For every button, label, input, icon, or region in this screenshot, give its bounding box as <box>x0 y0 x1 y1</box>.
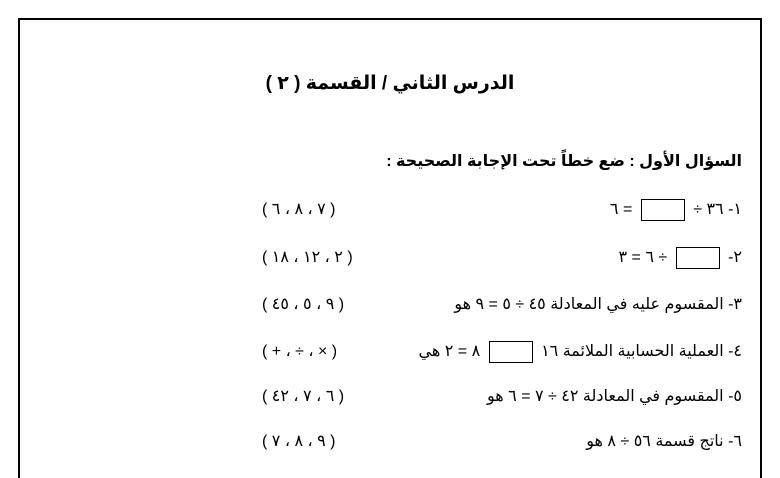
item-1-text <box>610 197 742 223</box>
item-2-text <box>619 245 742 271</box>
item-1-after: = ٦ <box>609 201 633 218</box>
item-1-answer-box[interactable] <box>641 199 685 221</box>
question-heading: السؤال الأول : ضع خطاً تحت الإجابة الصحيحة : <box>386 153 742 170</box>
item-2-before: ٢- <box>728 249 742 266</box>
item-6-before: ٦- ناتج قسمة ٥٦ ÷ ٨ هو <box>586 433 742 450</box>
item-5-options[interactable]: ( ٦ ، ٧ ، ٤٢ ) <box>262 388 345 405</box>
question-item-5 <box>0 384 780 414</box>
item-3-text <box>454 292 742 318</box>
item-4-options[interactable]: ( × ، ÷ ، + ) <box>262 343 338 360</box>
item-6-text <box>586 429 742 455</box>
item-4-text <box>419 339 742 365</box>
item-2-after: ÷ ٦ = ٣ <box>618 249 668 266</box>
item-4-answer-box[interactable] <box>489 341 533 363</box>
item-2-options[interactable]: ( ٢ ، ١٢ ، ١٨ ) <box>262 249 353 266</box>
item-3-options[interactable]: ( ٩ ، ٥ ، ٤٥ ) <box>262 296 345 313</box>
question-item-2 <box>0 245 780 275</box>
item-1-before: ١- ٣٦ ÷ <box>693 201 742 218</box>
item-5-text <box>487 384 742 410</box>
item-3-before: ٣- المقسوم عليه في المعادلة ٤٥ ÷ ٥ = ٩ هو <box>454 296 742 313</box>
lesson-title: الدرس الثاني / القسمة ( ٢ ) <box>265 73 515 94</box>
question-item-4 <box>0 339 780 369</box>
item-2-answer-box[interactable] <box>676 247 720 269</box>
question-item-3 <box>0 292 780 322</box>
item-4-after: ٨ = ٢ هي <box>418 343 481 360</box>
question-item-1 <box>0 197 780 227</box>
item-6-options[interactable]: ( ٩ ، ٨ ، ٧ ) <box>262 433 336 450</box>
item-5-before: ٥- المقسوم في المعادلة ٤٢ ÷ ٧ = ٦ هو <box>487 388 742 405</box>
question-item-6 <box>0 429 780 459</box>
item-1-options[interactable]: ( ٧ ، ٨ ، ٦ ) <box>262 201 336 218</box>
item-4-before: ٤- العملية الحسابية الملائمة ١٦ <box>541 343 742 360</box>
